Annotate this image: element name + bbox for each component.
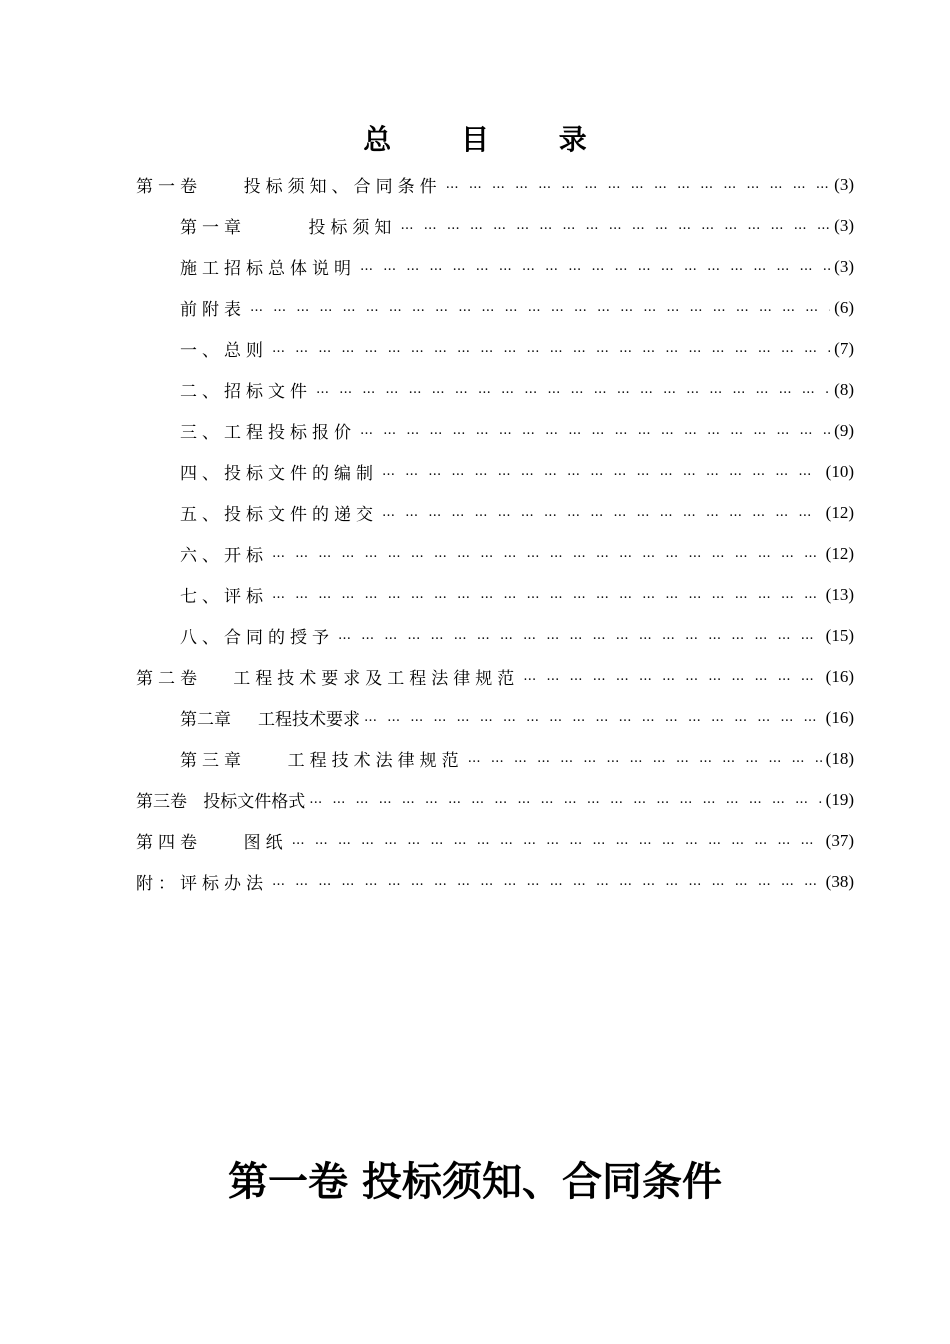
toc-entry xyxy=(136,574,854,615)
toc-leader-dots xyxy=(360,259,830,274)
toc-entry xyxy=(136,820,854,861)
toc-leader-dots xyxy=(309,792,821,807)
toc-entry-page: (12) xyxy=(825,502,854,522)
toc-entry xyxy=(136,287,854,328)
toc-entry-label: 附：评标办法 xyxy=(136,874,268,894)
table-of-contents xyxy=(136,164,854,902)
toc-entry-label: 施工招标总体说明 xyxy=(180,259,356,279)
toc-leader-dots xyxy=(272,341,830,356)
toc-entry xyxy=(136,615,854,656)
toc-entry xyxy=(136,656,854,697)
toc-entry xyxy=(136,451,854,492)
toc-entry xyxy=(136,697,854,738)
toc-entry-label: 第三章 工程技术法律规范 xyxy=(180,751,464,771)
toc-leader-dots xyxy=(400,218,830,233)
toc-leader-dots xyxy=(382,464,822,479)
toc-entry xyxy=(136,369,854,410)
toc-entry-label: 前附表 xyxy=(180,300,246,320)
toc-leader-dots xyxy=(446,177,831,192)
toc-entry-label: 第四卷 图纸 xyxy=(136,833,288,853)
section-heading: 第一卷 投标须知、合同条件 xyxy=(228,1159,722,1205)
toc-entry-page: (16) xyxy=(825,707,854,727)
toc-leader-dots xyxy=(272,874,822,889)
toc-entry-page: (10) xyxy=(825,461,854,481)
toc-entry-page: (18) xyxy=(825,748,854,768)
toc-entry-page: (3) xyxy=(834,215,854,235)
toc-entry-label: 四、投标文件的编制 xyxy=(180,464,378,484)
toc-entry xyxy=(136,779,854,820)
toc-leader-dots xyxy=(316,382,830,397)
toc-entry-page: (15) xyxy=(825,625,854,645)
toc-leader-dots xyxy=(272,587,822,602)
toc-entry xyxy=(136,246,854,287)
toc-leader-dots xyxy=(364,710,822,725)
toc-entry-label: 第三卷 投标文件格式 xyxy=(136,792,306,812)
toc-entry-label: 第一卷 投标须知、合同条件 xyxy=(136,177,442,197)
toc-entry-label: 一、总则 xyxy=(180,341,268,361)
toc-entry-page: (9) xyxy=(834,420,854,440)
toc-entry xyxy=(136,410,854,451)
toc-entry-label: 六、开标 xyxy=(180,546,268,566)
toc-entry-page: (6) xyxy=(834,297,854,317)
toc-leader-dots xyxy=(523,669,821,684)
toc-entry xyxy=(136,205,854,246)
toc-entry-label: 七、评标 xyxy=(180,587,268,607)
toc-leader-dots xyxy=(272,546,822,561)
toc-entry-page: (7) xyxy=(834,338,854,358)
toc-entry-page: (19) xyxy=(825,789,854,809)
toc-entry xyxy=(136,492,854,533)
toc-leader-dots xyxy=(292,833,822,848)
toc-entry-page: (37) xyxy=(825,830,854,850)
toc-entry xyxy=(136,328,854,369)
toc-leader-dots xyxy=(338,628,822,643)
toc-entry xyxy=(136,861,854,902)
toc-entry xyxy=(136,738,854,779)
toc-entry xyxy=(136,164,854,205)
toc-leader-dots xyxy=(360,423,830,438)
toc-entry-label: 五、投标文件的递交 xyxy=(180,505,378,525)
toc-entry-page: (3) xyxy=(834,256,854,276)
toc-entry-label: 第二卷 工程技术要求及工程法律规范 xyxy=(136,669,520,689)
toc-title: 总 目 录 xyxy=(363,123,617,156)
toc-entry-label: 第二章 工程技术要求 xyxy=(180,710,361,730)
toc-entry-label: 八、合同的授予 xyxy=(180,628,334,648)
toc-entry-page: (8) xyxy=(834,379,854,399)
toc-leader-dots xyxy=(468,751,822,766)
toc-leader-dots xyxy=(250,300,830,315)
toc-entry-page: (12) xyxy=(825,543,854,563)
toc-entry-page: (13) xyxy=(825,584,854,604)
toc-entry-page: (16) xyxy=(825,666,854,686)
toc-entry-label: 二、招标文件 xyxy=(180,382,312,402)
toc-entry-label: 第一章 投标须知 xyxy=(180,218,397,238)
toc-leader-dots xyxy=(382,505,822,520)
toc-entry-label: 三、工程投标报价 xyxy=(180,423,356,443)
toc-entry-page: (38) xyxy=(825,871,854,891)
toc-entry xyxy=(136,533,854,574)
toc-entry-page: (3) xyxy=(834,174,854,194)
